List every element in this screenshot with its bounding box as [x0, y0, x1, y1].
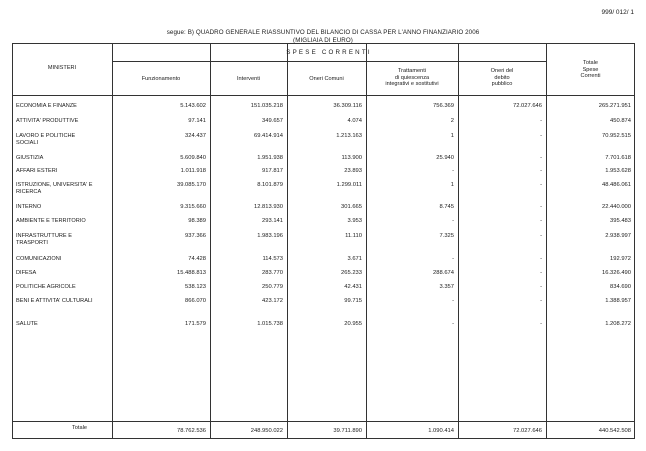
- cell-oneri-debito: -: [540, 155, 542, 161]
- total-funzionamento: 78.762.536: [176, 428, 206, 434]
- cell-interventi: 1.983.196: [257, 233, 283, 239]
- ministry-name: ISTRUZIONE, UNIVERSITA' E RICERCA: [16, 182, 93, 195]
- cell-oneri-comuni: 42.431: [344, 284, 362, 290]
- cell-trattamenti: 288.674: [433, 270, 454, 276]
- ministry-name: AMBIENTE E TERRITORIO: [16, 218, 86, 224]
- cell-trattamenti: 756.369: [433, 103, 454, 109]
- ministry-name: SALUTE: [16, 321, 38, 327]
- cell-interventi: 69.414.914: [253, 133, 283, 139]
- spese-divider: [112, 61, 546, 62]
- cell-oneri-comuni: 20.955: [344, 321, 362, 327]
- cell-totale: 48.486.061: [601, 182, 631, 188]
- ministry-name: INFRASTRUTTURE E TRASPORTI: [16, 233, 72, 246]
- cell-oneri-comuni: 265.233: [341, 270, 362, 276]
- cell-interventi: 423.172: [262, 298, 283, 304]
- cell-oneri-comuni: 23.893: [344, 168, 362, 174]
- header-interventi: Interventi: [236, 76, 260, 82]
- cell-totale: 450.874: [610, 118, 631, 124]
- cell-funzionamento: 15.488.813: [176, 270, 206, 276]
- ministry-name: GIUSTIZIA: [16, 155, 44, 161]
- header-divider: [12, 95, 635, 96]
- cell-oneri-debito: -: [540, 233, 542, 239]
- cell-totale: 16.326.490: [601, 270, 631, 276]
- cell-trattamenti: 1: [450, 133, 454, 139]
- document-subtitle: (MIGLIAIA DI EURO): [293, 37, 353, 44]
- ministry-name: POLITICHE AGRICOLE: [16, 284, 76, 290]
- cell-oneri-comuni: 301.665: [341, 204, 362, 210]
- total-spese-correnti: 440.542.508: [598, 428, 631, 434]
- cell-trattamenti: -: [452, 168, 454, 174]
- cell-funzionamento: 937.366: [185, 233, 206, 239]
- cell-oneri-debito: -: [540, 321, 542, 327]
- header-totale: Totale Spese Correnti: [580, 60, 601, 80]
- header-spese-correnti: SPESE CORRENTI: [286, 49, 372, 56]
- cell-funzionamento: 5.609.840: [180, 155, 206, 161]
- cell-interventi: 1.015.738: [257, 321, 283, 327]
- cell-totale: 192.972: [610, 256, 631, 262]
- ministry-name: INTERNO: [16, 204, 42, 210]
- cell-oneri-debito: -: [540, 298, 542, 304]
- cell-interventi: 114.573: [262, 256, 283, 262]
- cell-trattamenti: -: [452, 256, 454, 262]
- cell-interventi: 1.951.938: [257, 155, 283, 161]
- cell-oneri-comuni: 1.299.011: [336, 182, 362, 188]
- cell-totale: 22.440.000: [601, 204, 631, 210]
- header-oneri-comuni: Oneri Comuni: [309, 76, 344, 82]
- cell-oneri-comuni: 1.213.163: [336, 133, 362, 139]
- total-trattamenti: 1.090.414: [428, 428, 454, 434]
- cell-trattamenti: 3.357: [439, 284, 454, 290]
- ministry-name: BENI E ATTIVITA' CULTURALI: [16, 298, 93, 304]
- cell-funzionamento: 5.143.602: [180, 103, 206, 109]
- cell-oneri-debito: -: [540, 256, 542, 262]
- cell-totale: 1.208.272: [605, 321, 631, 327]
- cell-totale: 1.388.957: [605, 298, 631, 304]
- ministry-name: DIFESA: [16, 270, 37, 276]
- cell-totale: 1.953.628: [605, 168, 631, 174]
- totals-label: Totale: [72, 425, 87, 431]
- cell-funzionamento: 1.011.918: [180, 168, 206, 174]
- cell-trattamenti: 25.940: [436, 155, 454, 161]
- header-funzionamento: Funzionamento: [141, 76, 181, 82]
- cell-oneri-debito: -: [540, 182, 542, 188]
- cell-oneri-comuni: 36.309.116: [333, 103, 362, 109]
- cell-trattamenti: 8.745: [439, 204, 454, 210]
- cell-funzionamento: 866.070: [185, 298, 206, 304]
- cell-trattamenti: -: [452, 298, 454, 304]
- document-code: 999/ 012/ 1: [601, 9, 634, 16]
- cell-oneri-debito: -: [540, 133, 542, 139]
- cell-totale: 70.952.515: [601, 133, 631, 139]
- total-interventi: 248.950.022: [250, 428, 283, 434]
- cell-oneri-comuni: 4.074: [347, 118, 362, 124]
- cell-interventi: 283.770: [262, 270, 283, 276]
- cell-trattamenti: 1: [450, 182, 454, 188]
- cell-funzionamento: 171.579: [185, 321, 206, 327]
- cell-totale: 834.690: [610, 284, 631, 290]
- header-oneri-debito: Oneri del debito pubblico: [490, 68, 514, 88]
- cell-oneri-comuni: 99.715: [344, 298, 362, 304]
- ministry-name: COMUNICAZIONI: [16, 256, 62, 262]
- header-trattamenti: Trattamenti di quiescenza integrativi e sostitutivi: [385, 68, 439, 88]
- cell-totale: 395.483: [610, 218, 631, 224]
- header-ministeri: MINISTERI: [47, 65, 77, 71]
- cell-trattamenti: 2: [450, 118, 454, 124]
- ministry-name: ECONOMIA E FINANZE: [16, 103, 77, 109]
- cell-totale: 265.271.951: [598, 103, 631, 109]
- cell-interventi: 250.779: [262, 284, 283, 290]
- cell-trattamenti: -: [452, 321, 454, 327]
- cell-funzionamento: 324.437: [185, 133, 206, 139]
- cell-oneri-debito: 72.027.646: [512, 103, 542, 109]
- cell-funzionamento: 98.389: [188, 218, 206, 224]
- ministry-name: ATTIVITA' PRODUTTIVE: [16, 118, 79, 124]
- cell-totale: 7.701.618: [605, 155, 631, 161]
- cell-trattamenti: -: [452, 218, 454, 224]
- cell-oneri-comuni: 3.671: [347, 256, 362, 262]
- cell-funzionamento: 9.315.660: [180, 204, 206, 210]
- cell-oneri-debito: -: [540, 204, 542, 210]
- cell-oneri-comuni: 11.110: [345, 233, 362, 239]
- cell-oneri-debito: -: [540, 270, 542, 276]
- cell-interventi: 151.035.218: [250, 103, 283, 109]
- cell-oneri-debito: -: [540, 284, 542, 290]
- cell-funzionamento: 538.123: [185, 284, 206, 290]
- cell-oneri-comuni: 3.953: [347, 218, 362, 224]
- cell-oneri-debito: -: [540, 168, 542, 174]
- ministry-name: AFFARI ESTERI: [16, 168, 58, 174]
- cell-funzionamento: 97.141: [188, 118, 206, 124]
- cell-interventi: 12.813.930: [253, 204, 283, 210]
- cell-interventi: 8.101.879: [257, 182, 283, 188]
- totals-divider: [12, 421, 635, 422]
- cell-trattamenti: 7.325: [439, 233, 454, 239]
- cell-oneri-comuni: 113.900: [341, 155, 362, 161]
- cell-interventi: 917.817: [262, 168, 283, 174]
- cell-funzionamento: 39.085.170: [176, 182, 206, 188]
- cell-interventi: 293.141: [262, 218, 283, 224]
- cell-totale: 2.938.997: [605, 233, 631, 239]
- cell-oneri-debito: -: [540, 218, 542, 224]
- total-oneri-comuni: 39.711.890: [333, 428, 362, 434]
- cell-funzionamento: 74.428: [188, 256, 206, 262]
- total-oneri-debito: 72.027.646: [512, 428, 542, 434]
- ministry-name: LAVORO E POLITICHE SOCIALI: [16, 133, 76, 146]
- cell-interventi: 349.657: [262, 118, 283, 124]
- document-title: segue: B) QUADRO GENERALE RIASSUNTIVO DEL BILANCIO DI CASSA PER L'ANNO FINANZIARIO 2006: [166, 29, 480, 36]
- cell-oneri-debito: -: [540, 118, 542, 124]
